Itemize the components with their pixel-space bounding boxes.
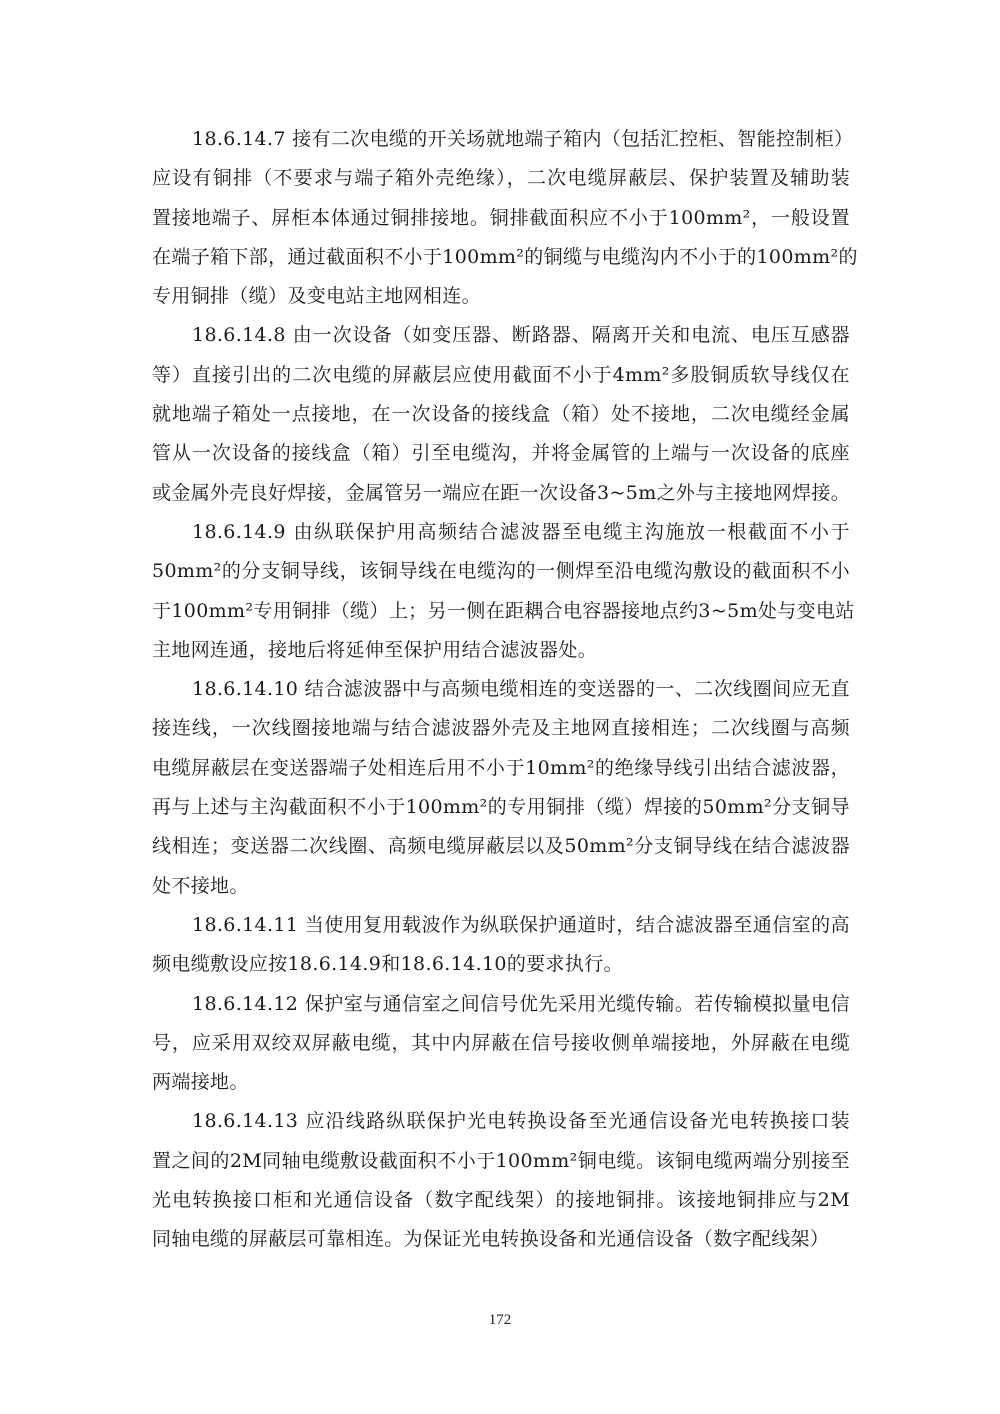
text-line: 18.6.14.7 接有二次电缆的开关场就地端子箱内（包括汇控柜、智能控制柜） [192, 128, 854, 150]
text-line: 光电转换接口柜和光通信设备（数字配线架）的接地铜排。该接地铜排应与2M [152, 1189, 850, 1212]
text-line: 应设有铜排（不要求与端子箱外壳绝缘），二次电缆屏蔽层、保护装置及辅助装 [152, 167, 850, 190]
text-line: 于100mm²专用铜排（缆）上；另一侧在距耦合电容器接地点约3~5m处与变电站 [152, 599, 855, 622]
text-line: 号，应采用双绞双屏蔽电缆，其中内屏蔽在信号接收侧单端接地，外屏蔽在电缆 [152, 1031, 850, 1054]
text-line: 处不接地。 [152, 874, 249, 897]
paragraph [152, 316, 850, 512]
text-line: 等）直接引出的二次电缆的屏蔽层应使用截面不小于4mm²多股铜质软导线仅在 [152, 363, 850, 386]
text-line: 接连线，一次线圈接地端与结合滤波器外壳及主地网直接相连；二次线圈与高频 [152, 717, 850, 740]
text-line: 18.6.14.9 由纵联保护用高频结合滤波器至电缆主沟施放一根截面不小于 [192, 520, 850, 543]
page-number: 172 [488, 1312, 512, 1328]
text-line: 18.6.14.13 应沿线路纵联保护光电转换设备至光通信设备光电转换接口装 [192, 1110, 850, 1133]
text-line: 再与上述与主沟截面积不小于100mm²的专用铜排（缆）焊接的50mm²分支铜导 [152, 796, 850, 819]
paragraph [152, 513, 855, 670]
text-line: 管从一次设备的接线盒（箱）引至电缆沟，并将金属管的上端与一次设备的底座 [152, 442, 850, 465]
text-line: 同轴电缆的屏蔽层可靠相连。为保证光电转换设备和光通信设备（数字配线架） [152, 1228, 830, 1251]
text-line: 18.6.14.12 保护室与通信室之间信号优先采用光缆传输。若传输模拟量电信 [192, 992, 850, 1015]
text-line: 50mm²的分支铜导线，该铜导线在电缆沟的一侧焊至沿电缆沟敷设的截面积不小 [152, 560, 850, 583]
document-body [152, 120, 858, 1260]
text-line: 频电缆敷设应按18.6.14.9和18.6.14.10的要求执行。 [152, 953, 623, 976]
text-line: 或金属外壳良好焊接，金属管另一端应在距一次设备3~5m之外与主接地网焊接。 [152, 481, 851, 504]
paragraph [152, 120, 858, 316]
paragraph [152, 670, 850, 906]
paragraph [152, 906, 850, 985]
paragraph [152, 1102, 850, 1259]
text-line: 18.6.14.11 当使用复用载波作为纵联保护通道时，结合滤波器至通信室的高 [192, 913, 850, 936]
text-line: 18.6.14.8 由一次设备（如变压器、断路器、隔离开关和电流、电压互感器 [192, 324, 850, 347]
text-line: 在端子箱下部，通过截面积不小于100mm²的铜缆与电缆沟内不小于的100mm²的 [152, 245, 858, 268]
text-line: 置之间的2M同轴电缆敷设截面积不小于100mm²铜电缆。该铜电缆两端分别接至 [152, 1149, 850, 1172]
text-line: 主地网连通，接地后将延伸至保护用结合滤波器处。 [152, 638, 598, 661]
text-line: 18.6.14.10 结合滤波器中与高频电缆相连的变送器的一、二次线圈间应无直 [192, 678, 850, 701]
text-line: 就地端子箱处一点接地，在一次设备的接线盒（箱）处不接地，二次电缆经金属 [152, 403, 850, 426]
text-line: 专用铜排（缆）及变电站主地网相连。 [152, 285, 481, 308]
text-line: 置接地端子、屏柜本体通过铜排接地。铜排截面积应不小于100mm²，一般设置 [152, 206, 850, 229]
text-line: 两端接地。 [152, 1071, 249, 1094]
paragraph [152, 985, 850, 1103]
text-line: 线相连；变送器二次线圈、高频电缆屏蔽层以及50mm²分支铜导线在结合滤波器 [152, 835, 850, 858]
text-line: 电缆屏蔽层在变送器端子处相连后用不小于10mm²的绝缘导线引出结合滤波器， [152, 756, 850, 779]
